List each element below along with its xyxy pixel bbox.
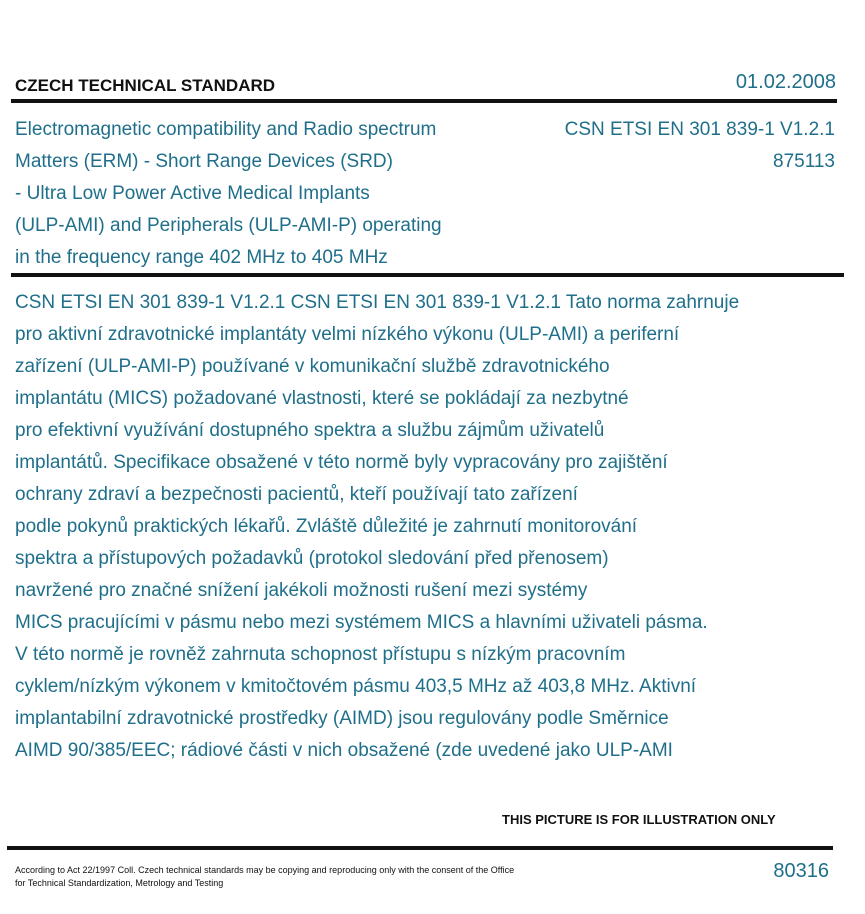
abstract-line: MICS pracujícími v pásmu nebo mezi systémem MICS a hlavními uživateli pásma.: [15, 612, 708, 633]
footer-divider: [7, 846, 833, 850]
catalog-number: 875113: [773, 151, 835, 172]
abstract-line: zařízení (ULP-AMI-P) používané v komunikační službě zdravotnického: [15, 356, 610, 377]
abstract-line: implantátů. Specifikace obsažené v této normě byly vypracovány pro zajištění: [15, 452, 668, 473]
header-divider: [11, 99, 837, 103]
standard-abstract: [15, 287, 860, 767]
copyright-line: for Technical Standardization, Metrology and Testing: [15, 878, 224, 888]
abstract-line: ochrany zdraví a bezpečnosti pacientů, kteří používají tato zařízení: [15, 484, 578, 505]
abstract-line: pro aktivní zdravotnické implantáty velmi nízkého výkonu (ULP-AMI) a periferní: [15, 324, 680, 345]
publication-date: 01.02.2008: [735, 71, 836, 93]
title-line: (ULP-AMI) and Peripherals (ULP-AMI-P) operating: [15, 215, 442, 236]
title-divider: [11, 273, 844, 277]
copyright-notice: [15, 864, 514, 890]
title-line: - Ultra Low Power Active Medical Implants: [15, 183, 370, 204]
illustration-note: THIS PICTURE IS FOR ILLUSTRATION ONLY: [502, 812, 776, 827]
standard-code: [565, 114, 835, 178]
abstract-line: pro efektivní využívání dostupného spektra a službu zájmům uživatelů: [15, 420, 605, 441]
abstract-line: implantátu (MICS) požadované vlastnosti, které se pokládají za nezbytné: [15, 388, 629, 409]
abstract-line: V této normě je rovněž zahrnuta schopnost přístupu s nízkým pracovním: [15, 644, 626, 665]
title-line: in the frequency range 402 MHz to 405 MHz: [15, 247, 388, 268]
copyright-line: According to Act 22/1997 Coll. Czech technical standards may be copying and reproducing only with the consent of the Office: [15, 865, 515, 875]
abstract-line: navržené pro značné snížení jakékoli možnosti rušení mezi systémy: [15, 580, 588, 601]
standard-label: CZECH TECHNICAL STANDARD: [15, 76, 276, 95]
standard-title: [15, 114, 515, 274]
abstract-line: implantabilní zdravotnické prostředky (AIMD) jsou regulovány podle Směrnice: [15, 708, 669, 729]
document-number: 80316: [773, 860, 829, 882]
abstract-line: AIMD 90/385/EEC; rádiové části v nich obsažené (zde uvedené jako ULP-AMI: [15, 740, 673, 761]
title-line: Matters (ERM) - Short Range Devices (SRD): [15, 151, 393, 172]
standard-designation: CSN ETSI EN 301 839-1 V1.2.1: [564, 119, 835, 140]
abstract-line: CSN ETSI EN 301 839-1 V1.2.1 CSN ETSI EN 301 839-1 V1.2.1 Tato norma zahrnuje: [15, 292, 740, 313]
abstract-line: cyklem/nízkým výkonem v kmitočtovém pásmu 403,5 MHz až 403,8 MHz. Aktivní: [15, 676, 697, 697]
title-line: Electromagnetic compatibility and Radio spectrum: [15, 119, 437, 140]
abstract-line: spektra a přístupových požadavků (protokol sledování před přenosem): [15, 548, 609, 569]
abstract-line: podle pokynů praktických lékařů. Zvláště důležité je zahrnutí monitorování: [15, 516, 638, 537]
